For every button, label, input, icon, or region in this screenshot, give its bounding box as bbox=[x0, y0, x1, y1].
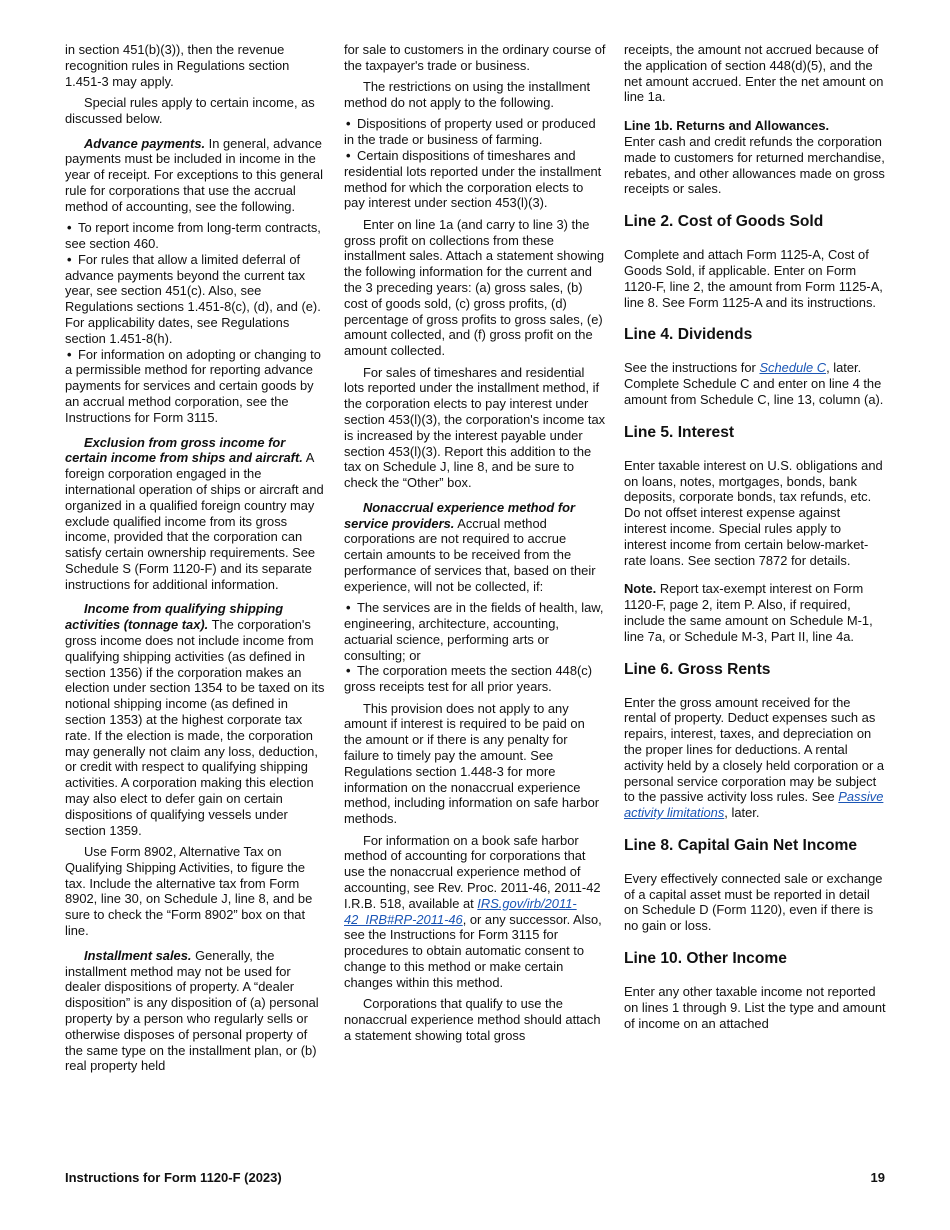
bullet-icon: • bbox=[67, 346, 72, 362]
irs-irb-link[interactable]: IRS.gov/irb/2011-42_IRB#RP-2011-46 bbox=[344, 895, 577, 927]
exclusion-paragraph bbox=[65, 435, 327, 593]
advance-payments-body: In general, advance payments must be included in income in the year of receipt. For exceptions to this general rule for corporations that use the accrual method of accounting, see the following. bbox=[65, 135, 323, 214]
list-item: • For rules that allow a limited deferral of advance payments beyond the current tax year, see section 451(c). Also, see Regulations sections 1.451-8(c), (d), and (e). For applicability dates, see Regulations section 1.451-8(h). bbox=[65, 251, 321, 346]
note-label: Note. bbox=[624, 581, 657, 597]
nonaccrual-body: Accrual method corporations are not required to accrue certain amounts to be received from the performance of services that, based on their experience, will not be collected, if: bbox=[344, 515, 596, 594]
tonnage-tax-body: The corporation's gross income does not include income from qualifying shipping activities (as defined in section 1356) if the corporation makes an election under section 1354 to be taxed on its notional shipping income (as defined in section 1353) at the highest corporate tax rate. If the election is made, the corporation may generally not claim any loss, deduction, or credit with respect to qualifying shipping activities. A corporation making this election may also elect to defer gain on certain dispositions of qualifying vessels under section 1359. bbox=[65, 617, 325, 838]
list-item: • The corporation meets the section 448(c) gross receipts test for all prior years. bbox=[344, 663, 593, 695]
installment-sales-paragraph bbox=[65, 948, 327, 1074]
list-item: • Dispositions of property used or produced in the trade or business of farming. bbox=[344, 116, 596, 148]
line-1b-paragraph bbox=[624, 118, 886, 197]
advance-payments-list bbox=[65, 220, 327, 425]
line-1b-body: Enter cash and credit refunds the corporation made to customers for returned merchandise, rebates, and other allowances made on gross receipts or sales. bbox=[624, 133, 885, 197]
page-number: 19 bbox=[870, 1170, 885, 1185]
paragraph: for sale to customers in the ordinary course of the taxpayer's trade or business. bbox=[344, 42, 606, 73]
advance-payments-heading: Advance payments. bbox=[84, 135, 206, 151]
tonnage-tax-paragraph bbox=[65, 601, 327, 838]
tonnage-tax-heading: Income from qualifying shipping activities (tonnage tax). bbox=[65, 601, 284, 633]
list-item: • For information on adopting or changing to a permissible method for reporting advance payments for services and certain goods by an accrual method corporation, see the Instructions for Form 3115. bbox=[65, 346, 321, 425]
paragraph: Enter on line 1a (and carry to line 3) the gross profit on collections from these installment sales. Attach a statement showing the following information for the current and the 3 preceding years: (a) gross sales, (b) cost of goods sold, (c) gross profits, (d) percentage of gross profits to gross sales, (e) amount collected, and (f) gross profit on the amount collected. bbox=[344, 216, 605, 359]
exclusion-heading: Exclusion from gross income for certain income from ships and aircraft. bbox=[65, 434, 303, 466]
paragraph: Special rules apply to certain income, as discussed below. bbox=[65, 94, 315, 126]
installment-sales-body: Generally, the installment method may not be used for dealer dispositions of property. A “dealer disposition” is any disposition of (a) personal property by a person who regularly sells or otherwise disposes of personal property of the same type on the installment plan, or (b) real property held bbox=[65, 947, 319, 1074]
line-1b-heading: Line 1b. Returns and Allowances. bbox=[624, 118, 830, 134]
book-safe-harbor-paragraph: For information on a book safe harbor method of accounting for corporations that use the nonaccrual experience method of accounting, see Rev. Proc. 2011-46, 2011-42 I.R.B. 518, available at IRS.gov/irb/2011-42_IRB#RP-2011-46, or any successor. Also, see the Instructions for Form 3115 for procedures to obtain automatic consent to change to this method or make certain changes within this method. bbox=[344, 832, 602, 990]
restrictions-list bbox=[344, 116, 606, 211]
paragraph: in section 451(b)(3)), then the revenue recognition rules in Regulations section 1.451-3 may apply. bbox=[65, 42, 290, 89]
line-6-heading: Line 6. Gross Rents bbox=[624, 660, 771, 678]
nonaccrual-paragraph bbox=[344, 500, 606, 595]
bullet-icon: • bbox=[346, 147, 351, 163]
footer-title: Instructions for Form 1120-F (2023) bbox=[65, 1170, 282, 1185]
paragraph: Complete and attach Form 1125-A, Cost of Goods Sold, if applicable. Enter on Form 1120-F, line 2, the amount from Form 1125-A, line 8. See Form 1125-A and its instructions. bbox=[624, 247, 883, 310]
list-item: • The services are in the fields of health, law, engineering, architecture, accounting, actuarial science, performing arts or consulting; or bbox=[344, 600, 604, 663]
column-3 bbox=[624, 42, 886, 1037]
paragraph: Corporations that qualify to use the nonaccrual experience method should attach a statement showing total gross bbox=[344, 996, 601, 1043]
schedule-c-link[interactable]: Schedule C bbox=[759, 360, 827, 376]
passive-activity-link[interactable]: Passive activity limitations bbox=[624, 789, 884, 821]
bullet-icon: • bbox=[346, 663, 351, 679]
bullet-icon: • bbox=[67, 251, 72, 267]
installment-sales-heading: Installment sales. bbox=[84, 947, 192, 963]
paragraph: receipts, the amount not accrued because of the application of section 448(d)(5), and the net amount accrued. Enter the net amount on line 1a. bbox=[624, 42, 884, 105]
paragraph: Enter any other taxable income not reported on lines 1 through 9. List the type and amount of income on an attached bbox=[624, 984, 886, 1031]
list-item: • To report income from long-term contracts, see section 460. bbox=[65, 220, 321, 251]
advance-payments-paragraph bbox=[65, 136, 327, 215]
paragraph: Every effectively connected sale or exchange of a capital asset must be reported in detail on Schedule D (Form 1120), even if there is no gain or loss. bbox=[624, 870, 883, 934]
note-paragraph: Note. Report tax-exempt interest on Form 1120-F, page 2, item P. Also, if required, include the same amount on Schedule M-1, line 7a, or Schedule M-3, Part II, line 4a. bbox=[624, 581, 873, 644]
dividends-paragraph: See the instructions for Schedule C, later. Complete Schedule C and enter on line 4 the amount from Schedule C, line 13, column (a). bbox=[624, 360, 884, 407]
nonaccrual-list bbox=[344, 600, 606, 695]
line-2-heading: Line 2. Cost of Goods Sold bbox=[624, 213, 824, 231]
column-1 bbox=[65, 42, 327, 1080]
list-item: • Certain dispositions of timeshares and residential lots reported under the installment method for which the corporation elects to pay interest under section 453(l)(3). bbox=[344, 147, 602, 211]
bullet-icon: • bbox=[346, 116, 351, 132]
bullet-icon: • bbox=[67, 220, 72, 236]
exclusion-body: A foreign corporation engaged in the international operation of ships or aircraft and organized in a qualified foreign country may exclude qualified income from its gross income, provided that the corporation can satisfy certain ownership requirements. See Schedule S (Form 1120-F) and its separate instructions for additional information. bbox=[65, 450, 324, 592]
paragraph: For sales of timeshares and residential lots reported under the installment method, if the corporation elects to pay interest under section 453(l)(3), the corporation's income tax is increased by the interest payable under section 453(l)(3). Report this addition to the tax on Schedule J, line 8, and be sure to check the “Other” box. bbox=[344, 364, 606, 491]
paragraph: This provision does not apply to any amount if interest is required to be paid on the amount or if there is any penalty for failure to timely pay the amount. See Regulations section 1.448-3 for more information on the nonaccrual experience method, including information on safe harbor methods. bbox=[344, 700, 600, 827]
line-4-heading: Line 4. Dividends bbox=[624, 326, 753, 344]
nonaccrual-heading: Nonaccrual experience method for service providers. bbox=[344, 499, 576, 531]
paragraph: Use Form 8902, Alternative Tax on Qualifying Shipping Activities, to figure the tax. Include the alternative tax from Form 8902, line 30, on Schedule J, line 8, and be sure to check the “Form 8902” box on that line. bbox=[65, 844, 313, 939]
line-8-heading: Line 8. Capital Gain Net Income bbox=[624, 836, 858, 854]
paragraph: The restrictions on using the installment method do not apply to the following. bbox=[344, 79, 591, 110]
line-5-heading: Line 5. Interest bbox=[624, 423, 735, 441]
paragraph: Enter taxable interest on U.S. obligations and on loans, notes, mortgages, bonds, bank deposits, corporate bonds, tax refunds, etc. Do not offset interest expense against interest income. Special rules apply to interest income from certain below-market-rate loans. See section 7872 for details. bbox=[624, 457, 883, 568]
bullet-icon: • bbox=[346, 600, 351, 616]
line-10-heading: Line 10. Other Income bbox=[624, 950, 787, 968]
gross-rents-paragraph: Enter the gross amount received for the rental of property. Deduct expenses such as repairs, interest, taxes, and depreciation on the proper lines for deductions. A rental activity held by a closely held corporation or a personal service corporation may be subject to the passive activity loss rules. See Passive activity limitations, later. bbox=[624, 694, 885, 821]
column-2 bbox=[344, 42, 606, 1049]
